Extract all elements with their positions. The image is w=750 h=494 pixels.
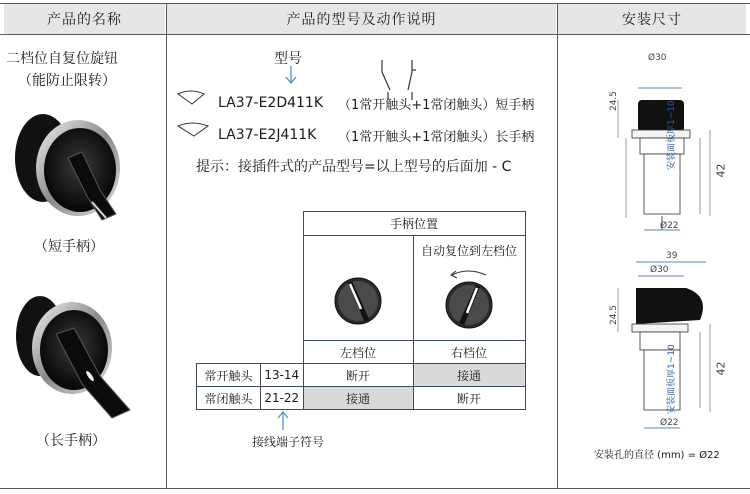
no-contact-right-state: 接通 — [413, 364, 525, 387]
short-handle-photo — [8, 98, 128, 228]
header-product-name: 产品的名称 — [4, 4, 165, 34]
bottom-border — [0, 488, 750, 489]
plug-in-tip: 提示：接插件式的产品型号=以上型号的后面加 - C — [196, 159, 512, 175]
knob-left-icon — [323, 257, 393, 337]
knob-right-icon — [434, 259, 504, 335]
column-divider-2 — [557, 4, 558, 488]
nc-contact-name: 常闭触头 — [197, 387, 261, 410]
top-border — [0, 3, 750, 4]
bottom-body-dim: 42 — [714, 361, 728, 376]
model-code-short: LA37-E2D411K — [218, 95, 323, 111]
model-desc-long: （1常开触头+1常闭触头）长手柄 — [338, 130, 535, 145]
left-position-cell — [303, 236, 413, 341]
bottom-width-dim: 39 — [666, 251, 678, 261]
header-divider — [0, 34, 750, 35]
dimension-drawings — [560, 36, 746, 476]
nc-contact-right-state: 断开 — [413, 387, 525, 410]
product-name: 二档位自复位旋钮 — [6, 51, 118, 67]
no-contact-left-state: 断开 — [303, 364, 413, 387]
top-body-dim: 42 — [714, 163, 728, 178]
arrow-down-icon — [284, 66, 298, 86]
bottom-bottom-dia: Ø22 — [660, 418, 679, 428]
short-handle-symbol-icon — [176, 88, 206, 108]
header-install-dimensions: 安装尺寸 — [558, 4, 746, 34]
handle-position-header: 手柄位置 — [303, 212, 525, 236]
no-contact-terminal: 13-14 — [261, 364, 304, 387]
auto-return-label: 自动复位到左档位 — [420, 244, 517, 258]
long-handle-photo — [8, 288, 138, 423]
bottom-height-dim: 24.5 — [609, 304, 620, 326]
right-position-cell — [413, 236, 525, 341]
long-handle-label: （长手柄） — [36, 433, 106, 449]
terminal-arrow-icon — [276, 410, 290, 432]
header-model-description: 产品的型号及动作说明 — [167, 4, 556, 34]
short-handle-label: （短手柄） — [34, 239, 104, 255]
no-contact-name: 常开触头 — [197, 364, 261, 387]
terminal-caption: 接线端子符号 — [252, 435, 325, 449]
product-feature: （能防止限转） — [18, 73, 116, 89]
mounting-hole-note: 安装孔的直径 (mm) = Ø22 — [594, 450, 720, 461]
right-position-label: 右档位 — [413, 341, 525, 364]
bottom-panel-dim: 安装面板厚1~10 — [667, 344, 677, 414]
column-divider-1 — [166, 4, 167, 488]
long-handle-symbol-icon — [176, 120, 210, 140]
model-type-label: 型号 — [274, 51, 302, 67]
model-code-long: LA37-E2J411K — [218, 127, 317, 143]
nc-contact-terminal: 21-22 — [261, 387, 304, 410]
model-desc-short: （1常开触头+1常闭触头）短手柄 — [338, 98, 535, 113]
top-height-dim: 24.5 — [609, 90, 620, 112]
top-panel-dim: 安装面板厚1~10 — [667, 100, 677, 170]
bottom-diameter-dim: Ø30 — [650, 265, 669, 275]
contact-state-table — [196, 211, 526, 410]
top-bottom-dia: Ø22 — [660, 221, 679, 231]
left-position-label: 左档位 — [303, 341, 413, 364]
nc-contact-left-state: 接通 — [303, 387, 413, 410]
top-diameter-dim: Ø30 — [648, 53, 667, 63]
